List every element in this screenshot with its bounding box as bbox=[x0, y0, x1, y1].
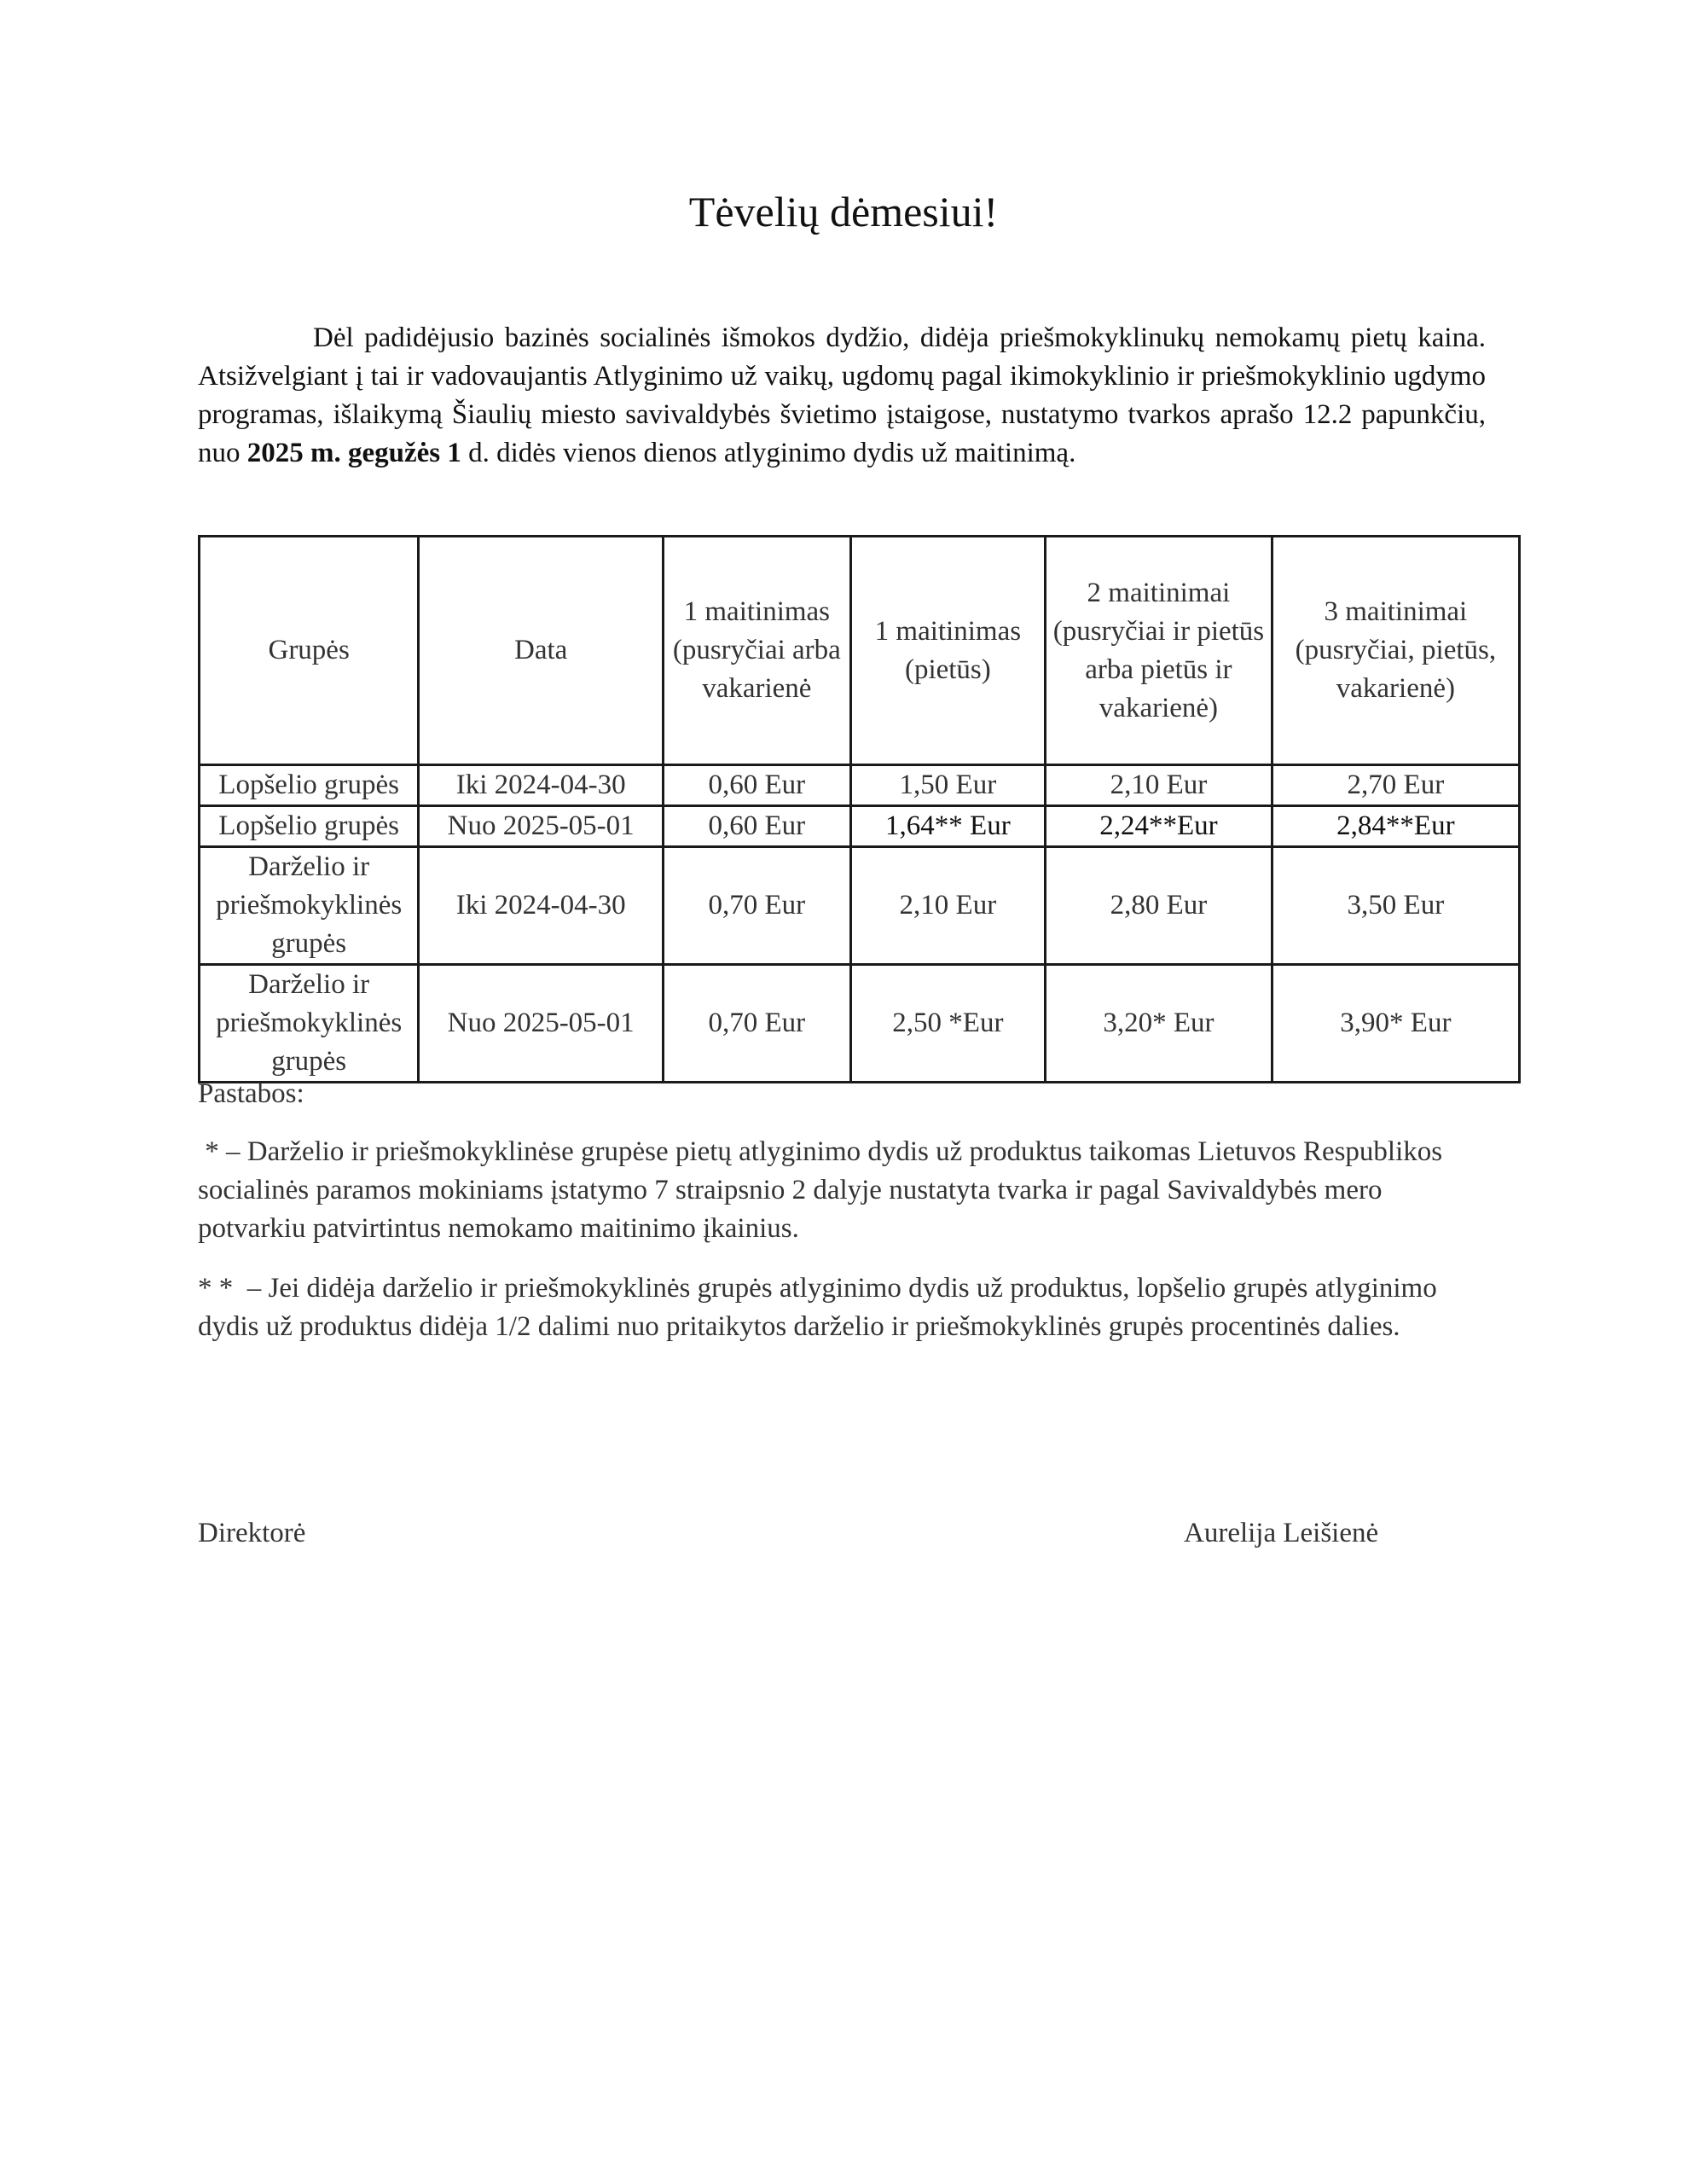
intro-effective-date: 2025 m. gegužės 1 bbox=[246, 438, 461, 468]
cell-three-meals: 2,84**Eur bbox=[1272, 806, 1519, 847]
table-row bbox=[200, 847, 1520, 965]
cell-one-meal-lunch: 1,50 Eur bbox=[850, 765, 1045, 806]
header-three-meals: 3 maitinimai (pusryčiai, pietūs, vakarienė) bbox=[1272, 537, 1519, 765]
cell-date: Iki 2024-04-30 bbox=[419, 847, 664, 965]
cell-one-meal-breakfast-or-dinner: 0,70 Eur bbox=[664, 965, 851, 1083]
header-one-meal-lunch: 1 maitinimas (pietūs) bbox=[850, 537, 1045, 765]
cell-one-meal-lunch: 1,64** Eur bbox=[850, 806, 1045, 847]
page-title: Tėvelių dėmesiui! bbox=[688, 188, 999, 235]
notes-heading: Pastabos: bbox=[198, 1078, 304, 1109]
note-double-asterisk: * * – Jei didėja darželio ir priešmokyklinės grupės atlyginimo dydis už produktus, lopšelio grupės atlyginimo dydis už produktus didėja 1/2 dalimi nuo pritaikytos darželio ir priešmokyklinės grupės procentinės dalies. bbox=[198, 1273, 1444, 1342]
table-row bbox=[200, 765, 1520, 806]
cell-three-meals: 3,90* Eur bbox=[1272, 965, 1519, 1083]
header-date: Data bbox=[419, 537, 664, 765]
note-single-asterisk: * – Darželio ir priešmokyklinėse grupėse pietų atlyginimo dydis už produktus taikomas Lietuvos Respublikos socialinės paramos mokiniams įstatymo 7 straipsnio 2 dalyje nustatyta tvarka ir pagal Savivaldybės mero potvarkiu patvirtintus nemokamo maitinimo įkainius. bbox=[198, 1136, 1450, 1244]
cell-group: Darželio ir priešmokyklinės grupės bbox=[200, 965, 419, 1083]
cell-date: Iki 2024-04-30 bbox=[419, 765, 664, 806]
meal-fee-table bbox=[198, 535, 1521, 1083]
cell-two-meals: 2,10 Eur bbox=[1046, 765, 1272, 806]
cell-two-meals: 2,80 Eur bbox=[1046, 847, 1272, 965]
intro-text-after: d. didės vienos dienos atlyginimo dydis už maitinimą. bbox=[461, 438, 1076, 468]
cell-one-meal-breakfast-or-dinner: 0,70 Eur bbox=[664, 847, 851, 965]
cell-group: Lopšelio grupės bbox=[200, 806, 419, 847]
header-two-meals: 2 maitinimai (pusryčiai ir pietūs arba pietūs ir vakarienė) bbox=[1046, 537, 1272, 765]
cell-three-meals: 2,70 Eur bbox=[1272, 765, 1519, 806]
cell-date: Nuo 2025-05-01 bbox=[419, 806, 664, 847]
cell-two-meals: 3,20* Eur bbox=[1046, 965, 1272, 1083]
intro-paragraph bbox=[198, 319, 1486, 473]
cell-one-meal-lunch: 2,50 *Eur bbox=[850, 965, 1045, 1083]
table-header-row bbox=[200, 537, 1520, 765]
intro-text-before: Dėl padidėjusio bazinės socialinės išmokos dydžio, didėja priešmokyklinukų nemokamų pietų kaina. Atsižvelgiant į tai ir vadovaujantis Atlyginimo už vaikų, ugdomų pagal ikimokyklinio ir priešmokyklinio ugdymo programas, išlaikymą Šiaulių miesto savivaldybės švietimo įstaigose, nustatymo tvarkos aprašo 12.2 papunkčiu, nuo bbox=[198, 322, 1486, 468]
cell-group: Darželio ir priešmokyklinės grupės bbox=[200, 847, 419, 965]
cell-one-meal-breakfast-or-dinner: 0,60 Eur bbox=[664, 806, 851, 847]
cell-one-meal-breakfast-or-dinner: 0,60 Eur bbox=[664, 765, 851, 806]
signature-name: Aurelija Leišienė bbox=[1184, 1518, 1379, 1548]
table-row bbox=[200, 806, 1520, 847]
cell-two-meals: 2,24**Eur bbox=[1046, 806, 1272, 847]
cell-group: Lopšelio grupės bbox=[200, 765, 419, 806]
header-groups: Grupės bbox=[200, 537, 419, 765]
cell-one-meal-lunch: 2,10 Eur bbox=[850, 847, 1045, 965]
table-row bbox=[200, 965, 1520, 1083]
cell-three-meals: 3,50 Eur bbox=[1272, 847, 1519, 965]
signature-role: Direktorė bbox=[198, 1518, 306, 1548]
cell-date: Nuo 2025-05-01 bbox=[419, 965, 664, 1083]
header-one-meal-breakfast-or-dinner: 1 maitinimas (pusryčiai arba vakarienė bbox=[664, 537, 851, 765]
